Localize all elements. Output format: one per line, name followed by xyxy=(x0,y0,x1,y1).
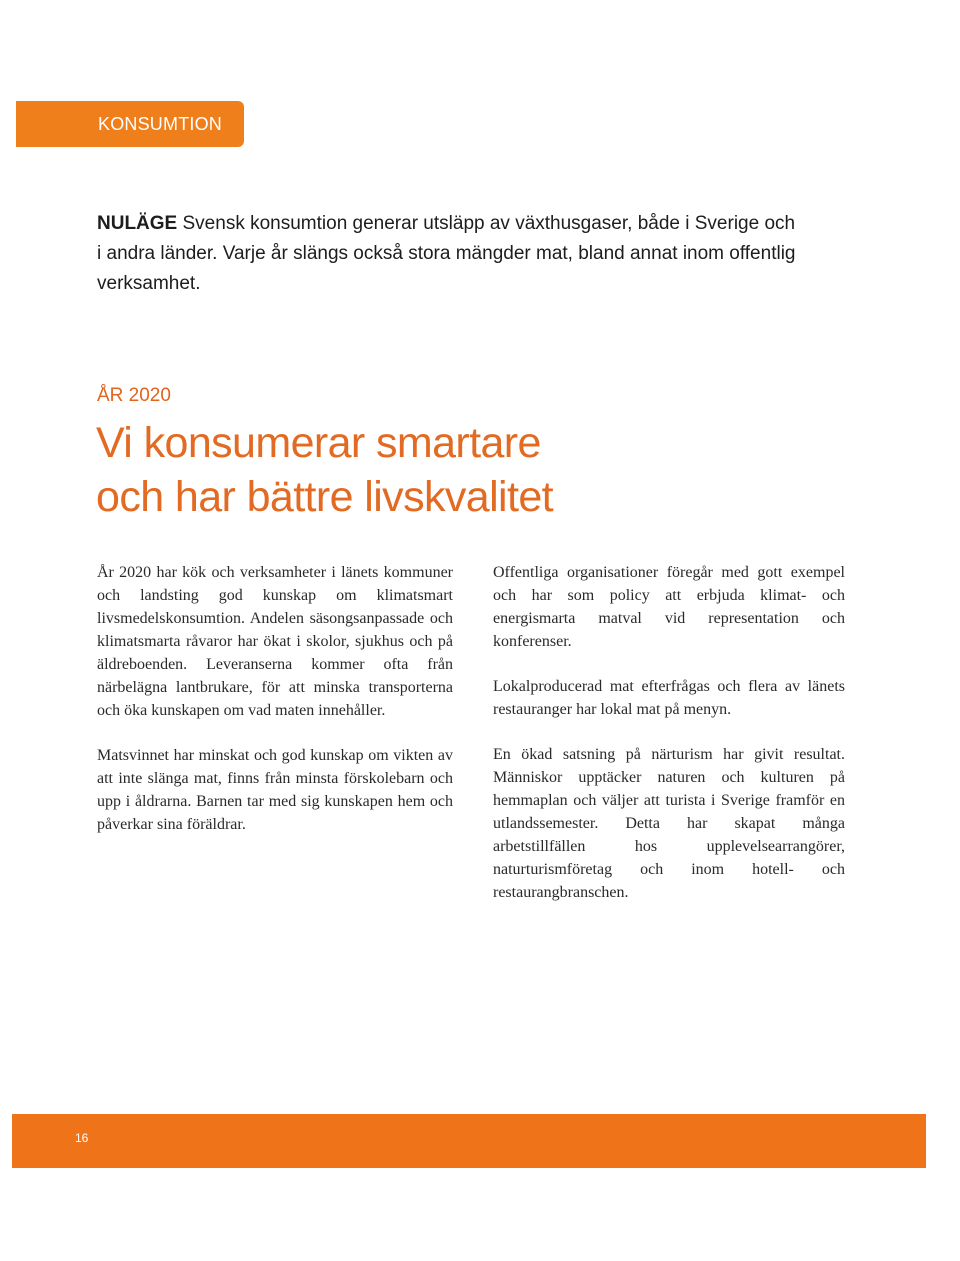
left-paragraph-2: Matsvinnet har minskat och god kunskap om vikten av att inte slänga mat, finns från minsta förskolebarn och upp i åldrarna. Barnen tar med sig kunskapen hem och påverkar sina föräldrar. xyxy=(97,747,453,833)
headline-line-2: och har bättre livskvalitet xyxy=(96,473,554,521)
right-paragraph-1: Offentliga organisationer föregår med gott exempel och har som policy att erbjuda klimat- och energismarta matval vid representation och konferenser. xyxy=(493,564,845,650)
headline-line-1: Vi konsumerar smartare xyxy=(96,419,541,467)
intro-paragraph xyxy=(97,209,797,299)
year-label: ÅR 2020 xyxy=(97,385,171,406)
right-paragraph-2: Lokalproducerad mat efterfrågas och flera av länets restauranger har lokal mat på menyn. xyxy=(493,678,845,718)
left-column xyxy=(97,561,453,858)
section-tab xyxy=(16,101,244,147)
page-number: 16 xyxy=(75,1131,89,1145)
left-paragraph-1: År 2020 har kök och verksamheter i länets kommuner och landsting god kunskap om klimatsmart livsmedelskonsumtion. Andelen säsongsanpassade och klimatsmarta råvaror har ökat i skolor, sjukhus och på äldreboenden. Leveranserna kommer ofta från närbelägna lantbrukare, för att minska transporterna och öka kunskapen om vad maten innehåller. xyxy=(97,564,453,719)
footer-bar xyxy=(12,1114,926,1168)
right-paragraph-3: En ökad satsning på närturism har givit resultat. Människor upptäcker naturen och kulturen på hemmaplan och väljer att turista i Sverige framför en utlandssemester. Detta har skapat många arbetstillfällen hos upplevelsearrangörer, naturturismföretag och inom hotell- och restaurangbranschen. xyxy=(493,746,845,901)
section-tab-label: KONSUMTION xyxy=(98,114,223,134)
right-column xyxy=(493,561,845,926)
intro-lead: NULÄGE xyxy=(97,213,178,234)
intro-text: Svensk konsumtion generar utsläpp av växthusgaser, både i Sverige och i andra länder. Varje år slängs också stora mängder mat, bland annat inom offentlig verksamhet. xyxy=(97,213,796,294)
page-title xyxy=(96,416,796,524)
